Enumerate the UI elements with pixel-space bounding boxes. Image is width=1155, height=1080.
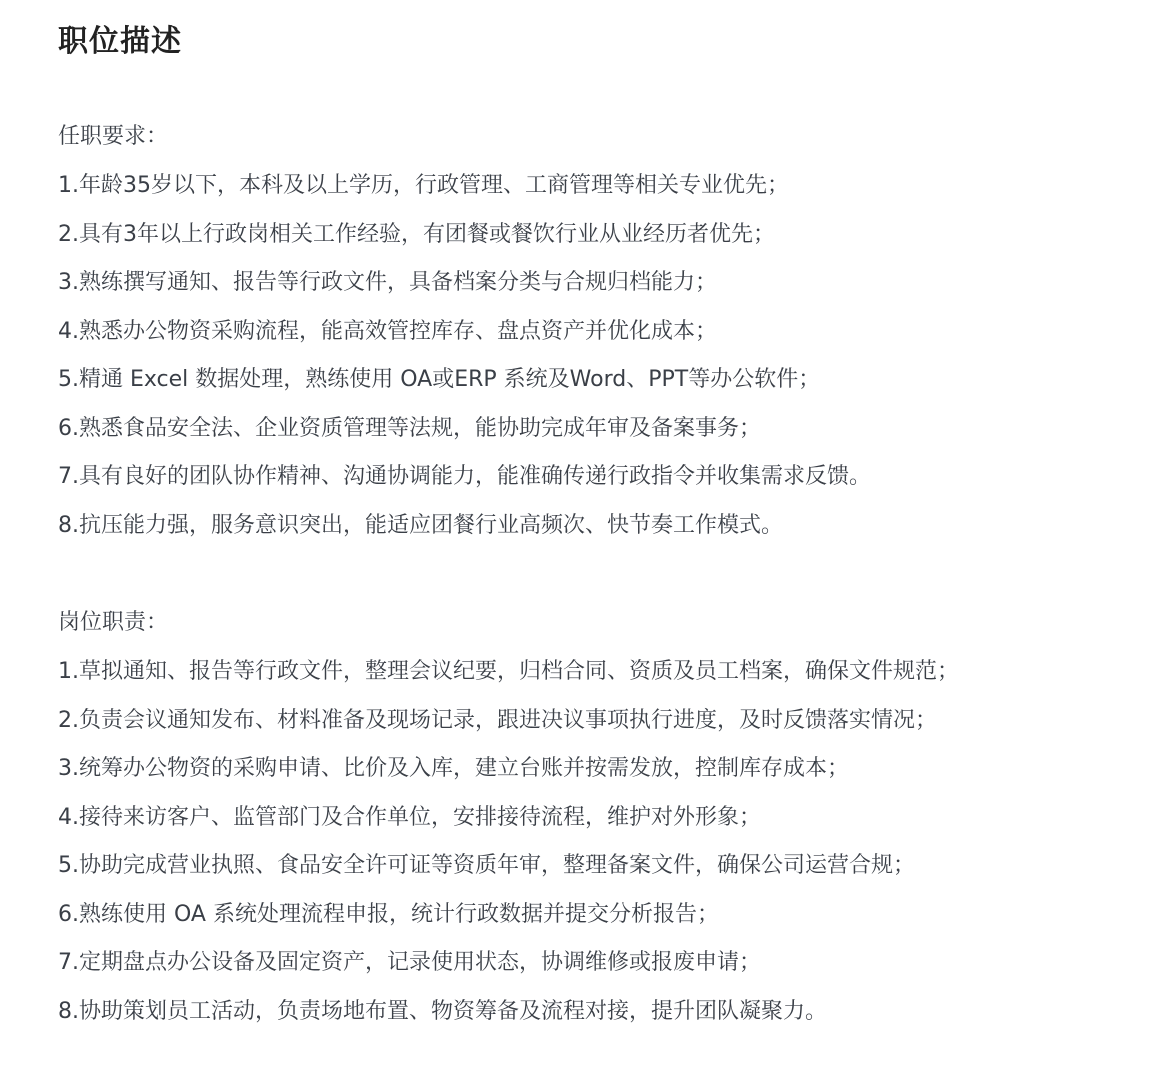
duties-heading: 岗位职责： — [58, 610, 169, 635]
list-item: 2.负责会议通知发布、材料准备及现场记录，跟进决议事项执行进度，及时反馈落实情况； — [58, 707, 937, 733]
list-item: 4.熟悉办公物资采购流程，能高效管控库存、盘点资产并优化成本； — [58, 318, 717, 344]
list-item: 2.具有3年以上行政岗相关工作经验，有团餐或餐饮行业从业经历者优先； — [58, 221, 775, 247]
list-item: 6.熟悉食品安全法、企业资质管理等法规，能协助完成年审及备案事务； — [58, 415, 761, 441]
list-item: 6.熟练使用 OA 系统处理流程申报，统计行政数据并提交分析报告； — [58, 901, 719, 927]
list-item: 1.年龄35岁以下，本科及以上学历，行政管理、工商管理等相关专业优先； — [58, 173, 789, 198]
list-item: 8.抗压能力强，服务意识突出，能适应团餐行业高频次、快节奏工作模式。 — [58, 512, 783, 538]
list-item: 5.精通 Excel 数据处理，熟练使用 OA或ERP 系统及Word、PPT等办公软件； — [58, 367, 821, 392]
list-item: 4.接待来访客户、监管部门及合作单位，安排接待流程，维护对外形象； — [58, 804, 761, 830]
list-item: 3.统筹办公物资的采购申请、比价及入库，建立台账并按需发放，控制库存成本； — [58, 756, 849, 781]
list-item: 5.协助完成营业执照、食品安全许可证等资质年审，整理备案文件，确保公司运营合规； — [58, 853, 915, 878]
list-item: 8.协助策划员工活动，负责场地布置、物资筹备及流程对接，提升团队凝聚力。 — [58, 998, 827, 1024]
requirements-heading: 任职要求： — [58, 124, 169, 149]
list-item: 7.具有良好的团队协作精神、沟通协调能力，能准确传递行政指令并收集需求反馈。 — [58, 464, 871, 489]
duties-list — [58, 655, 959, 1029]
list-item: 1.草拟通知、报告等行政文件，整理会议纪要，归档合同、资质及员工档案，确保文件规范； — [58, 659, 959, 684]
list-item: 7.定期盘点办公设备及固定资产，记录使用状态，协调维修或报废申请； — [58, 950, 761, 975]
page-title: 职位描述 — [58, 24, 182, 59]
requirements-list — [58, 169, 871, 543]
duties-section — [58, 606, 959, 1043]
requirements-section — [58, 120, 871, 557]
list-item: 3.熟练撰写通知、报告等行政文件，具备档案分类与合规归档能力； — [58, 270, 717, 295]
